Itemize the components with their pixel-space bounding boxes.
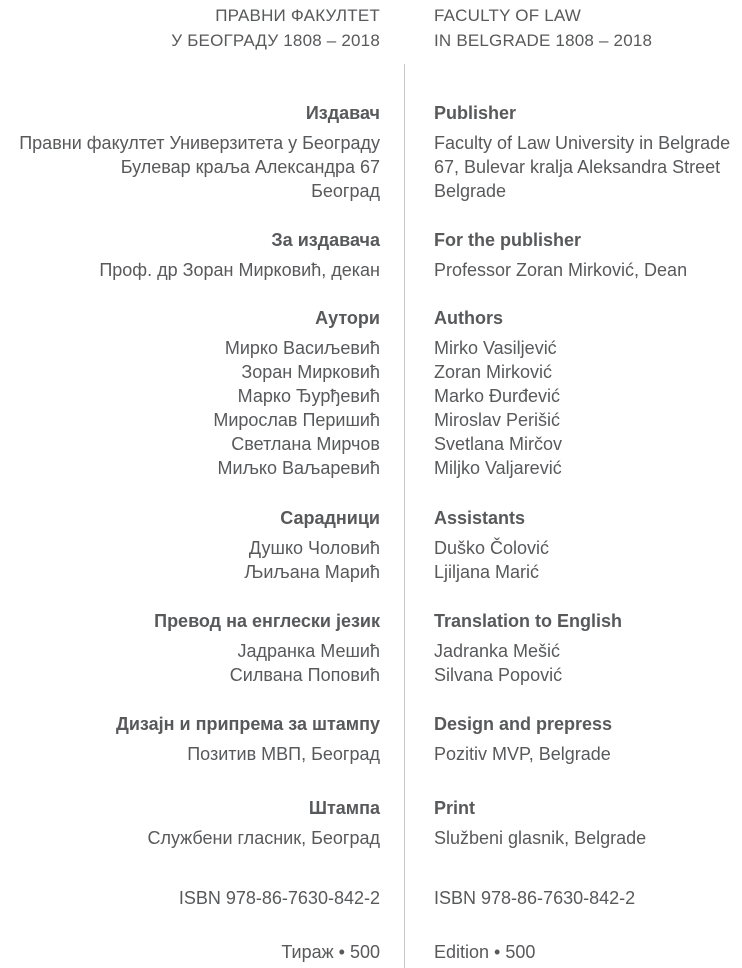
publisher-line-sr: Правни факултет Универзитета у Београду xyxy=(19,133,380,153)
isbn-sr: ISBN 978-86-7630-842-2 xyxy=(178,888,380,908)
author-en: Miljko Valjarević xyxy=(434,458,562,478)
print-heading-en: Print xyxy=(434,798,476,818)
header-sr-line2: У БЕОГРАДУ 1808 – 2018 xyxy=(171,31,380,50)
assistants-heading-en: Assistants xyxy=(434,508,526,528)
edition-sr: Тираж • 500 xyxy=(281,942,380,962)
author-en: Mirko Vasiljević xyxy=(434,338,557,358)
for-publisher-line-en: Professor Zoran Mirković, Dean xyxy=(434,260,688,280)
author-en: Svetlana Mirčov xyxy=(434,434,563,454)
author-en: Miroslav Perišić xyxy=(434,410,561,430)
publisher-line-en: Faculty of Law University in Belgrade xyxy=(434,133,731,153)
translator-en: Silvana Popović xyxy=(434,665,563,685)
translator-sr: Јадранка Мешић xyxy=(237,641,380,661)
author-en: Zoran Mirković xyxy=(434,362,553,382)
translation-heading-en: Translation to English xyxy=(434,611,623,631)
for-publisher-heading-en: For the publisher xyxy=(434,230,582,250)
assistants-heading-sr: Сарадници xyxy=(280,508,380,528)
publisher-heading-en: Publisher xyxy=(434,103,517,123)
translator-en: Jadranka Mešić xyxy=(434,641,561,661)
header-en-line2: IN BELGRADE 1808 – 2018 xyxy=(434,31,653,50)
design-line-en: Pozitiv MVP, Belgrade xyxy=(434,744,611,764)
print-line-sr: Службени гласник, Београд xyxy=(147,828,380,848)
assistant-en: Ljiljana Marić xyxy=(434,562,540,582)
print-line-en: Službeni glasnik, Belgrade xyxy=(434,828,647,848)
author-sr: Мирко Васиљевић xyxy=(224,338,380,358)
publisher-line-en: Belgrade xyxy=(434,181,507,201)
author-sr: Светлана Мирчов xyxy=(231,434,380,454)
assistant-sr: Душко Чоловић xyxy=(248,538,380,558)
author-sr: Миљко Ваљаревић xyxy=(217,458,380,478)
publisher-line-sr: Београд xyxy=(311,181,380,201)
author-en: Marko Đurđević xyxy=(434,386,561,406)
publisher-line-sr: Булевар краља Александра 67 xyxy=(120,157,380,177)
header-sr-line1: ПРАВНИ ФАКУЛТЕТ xyxy=(215,6,380,25)
isbn-en: ISBN 978-86-7630-842-2 xyxy=(434,888,636,908)
design-line-sr: Позитив МВП, Београд xyxy=(187,744,380,764)
design-heading-sr: Дизајн и припрема за штампу xyxy=(116,714,380,734)
translator-sr: Силвана Поповић xyxy=(229,665,380,685)
author-sr: Зоран Мирковић xyxy=(241,362,380,382)
publisher-line-en: 67, Bulevar kralja Aleksandra Street xyxy=(434,157,721,177)
edition-en: Edition • 500 xyxy=(434,942,536,962)
authors-heading-sr: Аутори xyxy=(315,308,380,328)
assistant-en: Duško Čolović xyxy=(434,538,550,558)
author-sr: Марко Ђурђевић xyxy=(237,386,380,406)
author-sr: Мирослав Перишић xyxy=(213,410,380,430)
design-heading-en: Design and prepress xyxy=(434,714,613,734)
column-divider xyxy=(404,64,405,968)
authors-heading-en: Authors xyxy=(434,308,503,328)
assistant-sr: Љиљана Марић xyxy=(244,562,380,582)
for-publisher-heading-sr: За издавача xyxy=(271,230,380,250)
translation-heading-sr: Превод на енглески језик xyxy=(154,611,380,631)
header-en-line1: FACULTY OF LAW xyxy=(434,6,582,25)
print-heading-sr: Штампа xyxy=(308,798,380,818)
publisher-heading-sr: Издавач xyxy=(305,103,380,123)
for-publisher-line-sr: Проф. др Зоран Мирковић, декан xyxy=(99,260,380,280)
